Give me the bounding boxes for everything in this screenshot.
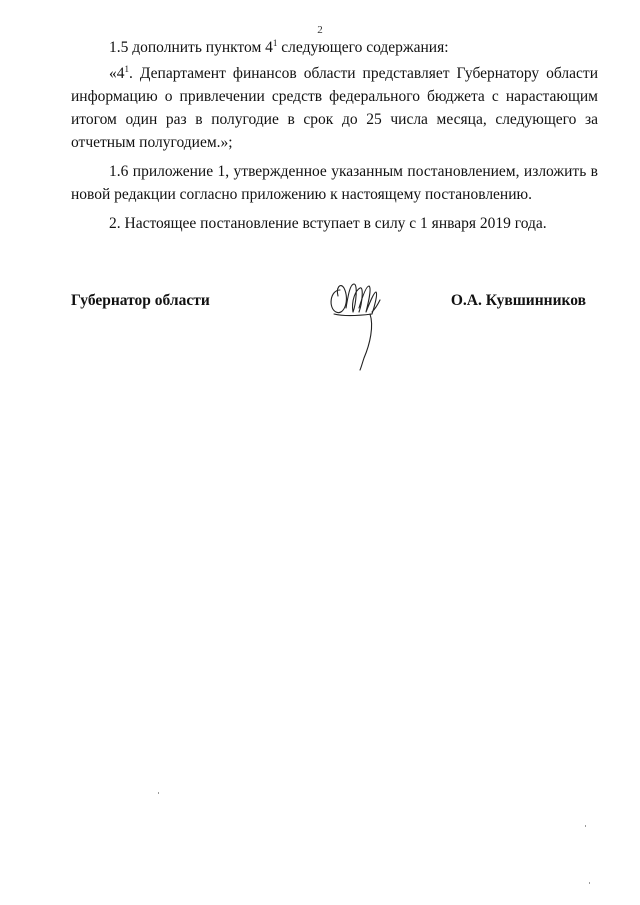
handwritten-signature bbox=[326, 278, 401, 373]
scan-speck bbox=[158, 792, 159, 794]
paragraph-item-1-6: 1.6 приложение 1, утвержденное указанным постановлением, изложить в новой редакции согласно приложению к настоящему постановлению. bbox=[71, 163, 598, 203]
quoted-point-number: «4 bbox=[109, 65, 125, 82]
signatory-name: О.А. Кувшинников bbox=[450, 292, 586, 309]
superscript-marker: 1 bbox=[272, 38, 278, 48]
quoted-point-text: . Департамент финансов области представляет Губернатору области информацию о привлечении средств федерального бюджета с нарастающим итогом один раз в полугодие в срок до 25 числа месяца, следующего за отчетным полугодием.»; bbox=[71, 65, 598, 151]
item-1-5-text-end: следующего содержания: bbox=[277, 39, 449, 56]
page-number: 2 bbox=[317, 24, 323, 36]
scan-speck bbox=[589, 882, 590, 884]
document-body bbox=[71, 36, 598, 238]
paragraph-item-1-5 bbox=[71, 36, 598, 59]
signature-block bbox=[71, 292, 598, 382]
item-1-5-text: 1.5 дополнить пунктом 4 bbox=[109, 39, 273, 56]
paragraph-item-2: 2. Настоящее постановление вступает в силу с 1 января 2019 года. bbox=[109, 215, 547, 232]
superscript-marker: 1 bbox=[124, 64, 129, 74]
signatory-position: Губернатор области bbox=[71, 292, 210, 309]
scan-speck bbox=[585, 825, 586, 827]
paragraph-quoted-point bbox=[71, 62, 598, 154]
